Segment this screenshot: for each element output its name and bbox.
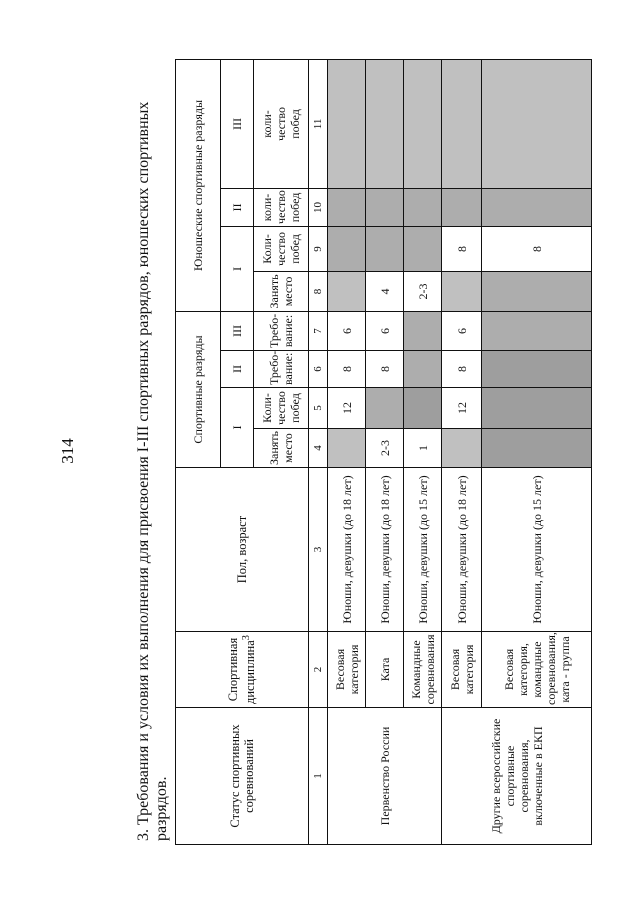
shaded-cell [328,188,366,226]
shaded-cell [404,311,442,350]
shaded-cell [482,388,592,429]
gender-age-cell: Юноши, девушки (до 18 лет) [366,468,404,632]
rotated-page-content [135,60,640,845]
value-cell: 8 [366,351,404,388]
header-gender-age: Пол, возраст [176,468,309,632]
column-number: 2 [309,632,328,708]
shaded-cell [404,388,442,429]
header-youth-i-place: Занять место [254,271,309,311]
header-row-1 [176,59,221,844]
discipline-cell: Весовая категория, командные соревнования, ката - группа [482,632,592,708]
requirements-table [175,59,592,845]
value-cell: 12 [442,388,482,429]
column-number: 4 [309,429,328,468]
shaded-cell [366,388,404,429]
header-sport-ranks: Спортивные разряды [176,311,221,467]
header-sport-i-place: Занять место [254,429,309,468]
discipline-cell: Весовая категория [328,632,366,708]
shaded-cell [366,59,404,188]
shaded-cell [482,311,592,350]
header-youth-rank-iii: III [221,59,254,188]
gender-age-cell: Юноши, девушки (до 15 лет) [404,468,442,632]
shaded-cell [442,271,482,311]
value-cell: 1 [404,429,442,468]
header-sport-i-wins: Коли- чество побед [254,388,309,429]
column-number: 8 [309,271,328,311]
column-number: 9 [309,226,328,271]
column-number: 11 [309,59,328,188]
discipline-cell: Весовая категория [442,632,482,708]
shaded-cell [404,59,442,188]
shaded-cell [442,188,482,226]
page-number: 314 [58,438,77,464]
value-cell: 8 [482,226,592,271]
column-number: 7 [309,311,328,350]
header-youth-i-wins: Коли- чество побед [254,226,309,271]
gender-age-cell: Юноши, девушки (до 15 лет) [482,468,592,632]
shaded-cell [404,351,442,388]
header-youth-ranks: Юношеские спортивные разряды [176,59,221,311]
status-cell: Другие всероссийские спортивные соревнования, включенные в ЕКП [442,708,592,845]
gender-age-cell: Юноши, девушки (до 18 лет) [442,468,482,632]
value-cell: 2-3 [366,429,404,468]
column-number: 5 [309,388,328,429]
value-cell: 12 [328,388,366,429]
gender-age-cell: Юноши, девушки (до 18 лет) [328,468,366,632]
shaded-cell [366,188,404,226]
shaded-cell [328,429,366,468]
header-discipline: Спортивная дисциплина$^3$ [176,632,309,708]
header-sport-rank-iii: III [221,311,254,350]
column-number: 6 [309,351,328,388]
column-number-row [309,59,328,844]
shaded-cell [404,226,442,271]
section-title: 3. Требования и условия их выполнения для присвоения I-III спортивных разрядов, юношеских спортивных разрядов. [135,101,170,841]
header-status: Статус спортивных соревнований [176,708,309,845]
header-sport-iii-req: Требо- вание: [254,311,309,350]
header-sport-rank-ii: II [221,351,254,388]
column-number: 10 [309,188,328,226]
shaded-cell [482,429,592,468]
header-youth-ii-req: коли- чество побед [254,188,309,226]
table-row [442,59,482,844]
discipline-footnote-mark: 3 [241,634,253,641]
shaded-cell [328,59,366,188]
shaded-cell [404,188,442,226]
header-sport-ii-req: Требо- вание: [254,351,309,388]
column-number: 1 [309,708,328,845]
value-cell: 8 [328,351,366,388]
value-cell: 6 [328,311,366,350]
shaded-cell [442,429,482,468]
discipline-cell: Командные соревнования [404,632,442,708]
value-cell: 2-3 [404,271,442,311]
shaded-cell [482,188,592,226]
value-cell: 4 [366,271,404,311]
value-cell: 6 [366,311,404,350]
column-number: 3 [309,468,328,632]
shaded-cell [366,226,404,271]
shaded-cell [482,351,592,388]
shaded-cell [442,59,482,188]
discipline-cell: Ката [366,632,404,708]
status-cell: Первенство России [328,708,442,845]
header-youth-rank-ii: II [221,188,254,226]
shaded-cell [482,59,592,188]
header-youth-iii-req: коли- чество побед [254,59,309,188]
header-sport-rank-i: I [221,388,254,468]
value-cell: 8 [442,351,482,388]
table-row [328,59,366,844]
shaded-cell [328,271,366,311]
shaded-cell [328,226,366,271]
value-cell: 6 [442,311,482,350]
header-youth-rank-i: I [221,226,254,311]
shaded-cell [482,271,592,311]
value-cell: 8 [442,226,482,271]
